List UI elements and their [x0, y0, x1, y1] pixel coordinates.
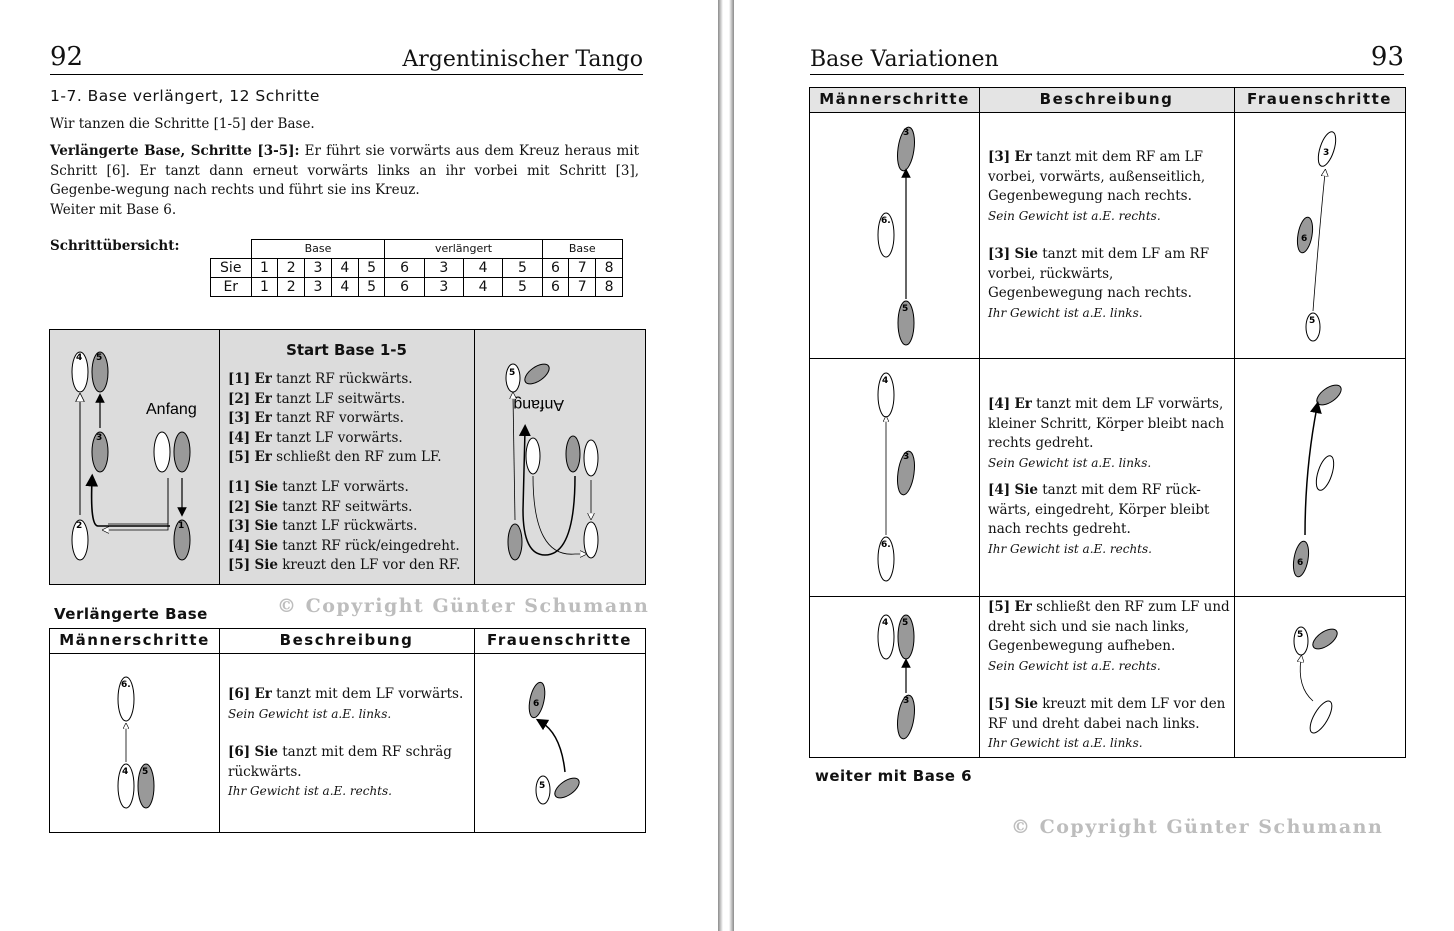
copyright-right: © Copyright Günter Schumann [1011, 816, 1384, 838]
column-header: Frauenschritte [1247, 90, 1392, 108]
step-cell: 4 [331, 258, 358, 277]
anfang-label-left: Anfang [146, 401, 197, 418]
step-cell: 6 [385, 277, 424, 296]
paragraph-continue: Weiter mit Base 6. [50, 201, 177, 218]
svg-text:5: 5 [1309, 316, 1316, 326]
row-description: [3] Er tanzt mit dem RF am LF vorbei, vorwärts, außenseitlich, Gegenbewegung nach rechts. Sein Gewicht ist a.E. rechts. [3] Sie tanzt mit dem LF am RF vorbei, rückwärts, Gegenbewegung nach rechts. Ihr Gewicht ist a.E. links. [988, 149, 1210, 320]
anfang-label-right: Anfang [513, 396, 564, 413]
shoe-icon [508, 524, 522, 560]
svg-text:5: 5 [902, 618, 909, 628]
shoe-icon [1295, 216, 1315, 254]
step-cell: 2 [278, 277, 305, 296]
svg-text:6.: 6. [121, 680, 131, 690]
shoe-icon [552, 774, 583, 802]
column-header: Männerschritte [819, 90, 970, 108]
svg-text:5: 5 [902, 304, 909, 314]
copyright-left: © Copyright Günter Schumann [277, 595, 650, 617]
svg-text:5: 5 [509, 368, 516, 378]
overview-row-er [211, 277, 623, 296]
svg-text:1: 1 [178, 521, 185, 531]
list-item: [5] Sie kreuzt den LF vor den RF. [228, 557, 461, 573]
svg-text:3: 3 [903, 696, 910, 706]
shoe-icon [1313, 454, 1337, 493]
step-cell: 4 [463, 258, 502, 277]
shoe-icon [878, 213, 894, 257]
shoe-icon [526, 438, 540, 474]
column-header: Beschreibung [1039, 90, 1174, 108]
list-item: [1] Sie tanzt LF vorwärts. [228, 479, 409, 495]
step-cell: 7 [569, 258, 596, 277]
svg-text:5: 5 [1297, 630, 1304, 640]
start-diagram-woman [475, 330, 645, 584]
shoe-icon [895, 694, 917, 740]
step-cell: 5 [358, 277, 385, 296]
step-cell: 2 [278, 258, 305, 277]
column-header: Beschreibung [279, 631, 414, 649]
list-item: [3] Er tanzt RF vorwärts. [228, 410, 404, 426]
svg-text:4: 4 [882, 618, 889, 628]
shoe-icon [174, 520, 190, 560]
book-gutter [718, 0, 734, 931]
shoe-icon [878, 373, 894, 417]
list-item: [4] Er tanzt LF vorwärts. [228, 429, 403, 446]
list-item: [2] Sie tanzt RF seitwärts. [228, 498, 413, 515]
row-label: Er [211, 277, 252, 296]
svg-text:4: 4 [76, 353, 83, 363]
svg-text:4: 4 [122, 767, 129, 777]
paragraph-body: Er führt sie vorwärts aus dem Kreuz heraus mit Schritt [6]. Er tanzt dann erneut vorwärts links an ihr vorbei mit Schritt [3], Gegenbe-wegung nach rechts und führt sie ins Kreuz. [50, 143, 639, 198]
left-page [0, 0, 718, 931]
step-cell: 8 [596, 277, 623, 296]
step-cell: 1 [251, 258, 278, 277]
woman-steps-diagram [1235, 597, 1405, 757]
running-title: Base Variationen [810, 47, 999, 72]
shoe-icon [1291, 540, 1311, 578]
right-page [734, 0, 1454, 931]
start-base-box [49, 329, 646, 585]
shoe-icon [72, 520, 88, 560]
variations-table [809, 87, 1406, 758]
step-cell: 3 [305, 277, 332, 296]
step-cell: 4 [463, 277, 502, 296]
start-box-title: Start Base 1-5 [286, 341, 407, 359]
shoe-icon [1314, 381, 1345, 409]
svg-text:6: 6 [1297, 558, 1304, 568]
group-base-1: Base [251, 240, 385, 259]
page-number: 92 [50, 42, 84, 72]
row-description: [5] Er schließt den RF zum LF und dreht sich und sie nach links, Gegenbewegung aufheben. Sein Gewicht ist a.E. rechts. [5] Sie kreuzt mit dem LF vor den RF und dreht dabei nach links. Ihr Gewicht ist a.E. links. [988, 599, 1230, 750]
shoe-icon [1294, 627, 1308, 655]
shoe-icon [118, 677, 134, 721]
man-steps-diagram [810, 597, 979, 757]
step-overview-table [210, 239, 623, 297]
svg-text:3: 3 [96, 433, 103, 443]
extended-base-table [49, 628, 646, 833]
shoe-icon [895, 450, 917, 496]
step-cell: 8 [596, 258, 623, 277]
shoe-icon [1315, 130, 1339, 169]
overview-label: Schrittübersicht: [50, 238, 180, 254]
shoe-icon [138, 764, 154, 808]
shoe-icon [898, 301, 914, 345]
column-header: Frauenschritte [487, 631, 632, 649]
intro-text: Wir tanzen die Schritte [1-5] der Base. [50, 116, 315, 132]
overview-row-sie [211, 258, 623, 277]
page-number: 93 [1370, 42, 1404, 72]
shoe-icon [526, 681, 547, 719]
svg-text:2: 2 [76, 521, 83, 531]
description-paragraph [50, 142, 639, 220]
svg-text:5: 5 [539, 781, 546, 791]
step-cell: 1 [251, 277, 278, 296]
group-verlaengert: verlängert [385, 240, 542, 259]
continue-note: weiter mit Base 6 [815, 767, 973, 785]
woman-steps-diagram [1235, 359, 1405, 596]
step-cell: 6 [385, 258, 424, 277]
shoe-icon [92, 432, 108, 472]
section-title: 1-7. Base verlängert, 12 Schritte [50, 87, 320, 105]
list-item: [1] Er tanzt RF rückwärts. [228, 371, 413, 387]
shoe-icon [174, 432, 190, 472]
svg-text:6.: 6. [881, 216, 891, 226]
svg-text:3: 3 [903, 128, 910, 138]
step-cell: 3 [305, 258, 332, 277]
start-box-sie-list [228, 478, 473, 576]
extended-base-title: Verlängerte Base [54, 605, 208, 623]
row-description: [4] Er tanzt mit dem LF vorwärts, kleiner Schritt, Körper bleibt nach rechts gedreht. Sein Gewicht ist a.E. links. [4] Sie tanzt mit dem RF rück-wärts, eingedreht, Körper bleibt nach rechts gedreht. Ihr Gewicht ist a.E. rechts. [988, 396, 1225, 556]
woman-steps-diagram [475, 654, 645, 832]
left-running-header [50, 44, 643, 75]
start-box-er-list [228, 370, 473, 468]
svg-text:5: 5 [142, 767, 149, 777]
shoe-icon [92, 352, 108, 392]
running-title: Argentinischer Tango [402, 47, 643, 72]
woman-steps-diagram [1235, 113, 1405, 358]
svg-text:3: 3 [1323, 148, 1330, 158]
step-cell: 6 [542, 258, 569, 277]
shoe-icon [584, 522, 598, 558]
list-item: [5] Er schließt den RF zum LF. [228, 449, 442, 465]
right-running-header [810, 44, 1404, 75]
step-cell: 7 [569, 277, 596, 296]
man-steps-diagram [810, 113, 979, 358]
shoe-icon [584, 440, 598, 476]
step-cell: 4 [331, 277, 358, 296]
svg-text:6.: 6. [881, 540, 891, 550]
step-cell: 3 [424, 258, 463, 277]
shoe-icon [118, 764, 134, 808]
svg-text:3: 3 [903, 452, 910, 462]
step-cell: 6 [542, 277, 569, 296]
list-item: [4] Sie tanzt RF rück/eingedreht. [228, 537, 460, 554]
man-steps-diagram [810, 359, 979, 596]
start-diagram-man [50, 330, 219, 584]
shoe-icon [898, 615, 914, 659]
shoe-icon [154, 432, 170, 472]
row-label: Sie [211, 258, 252, 277]
shoe-icon [536, 776, 550, 804]
shoe-icon [895, 126, 917, 172]
extended-description: [6] Er tanzt mit dem LF vorwärts. Sein Gewicht ist a.E. links. [6] Sie tanzt mit dem RF schräg rückwärts. Ihr Gewicht ist a.E. rechts. [228, 686, 464, 798]
step-cell: 5 [358, 258, 385, 277]
shoe-icon [1306, 313, 1320, 341]
shoe-icon [522, 360, 553, 388]
column-header: Männerschritte [59, 631, 210, 649]
svg-text:6: 6 [1301, 234, 1308, 244]
shoe-icon [878, 537, 894, 581]
step-cell: 3 [424, 277, 463, 296]
shoe-icon [72, 352, 88, 392]
group-base-2: Base [542, 240, 622, 259]
paragraph-bold-lead: Verlängerte Base, Schritte [3-5]: [50, 143, 300, 159]
shoe-icon [506, 364, 520, 392]
shoe-icon [878, 615, 894, 659]
shoe-icon [566, 436, 580, 472]
step-cell: 5 [503, 277, 542, 296]
shoe-icon [1310, 625, 1341, 653]
svg-text:5: 5 [96, 353, 103, 363]
svg-text:4: 4 [882, 376, 889, 386]
man-steps-diagram [50, 654, 219, 832]
step-cell: 5 [503, 258, 542, 277]
list-item: [3] Sie tanzt LF rückwärts. [228, 518, 418, 534]
list-item: [2] Er tanzt LF seitwärts. [228, 390, 406, 407]
svg-text:6: 6 [533, 699, 540, 709]
shoe-icon [1306, 698, 1336, 736]
